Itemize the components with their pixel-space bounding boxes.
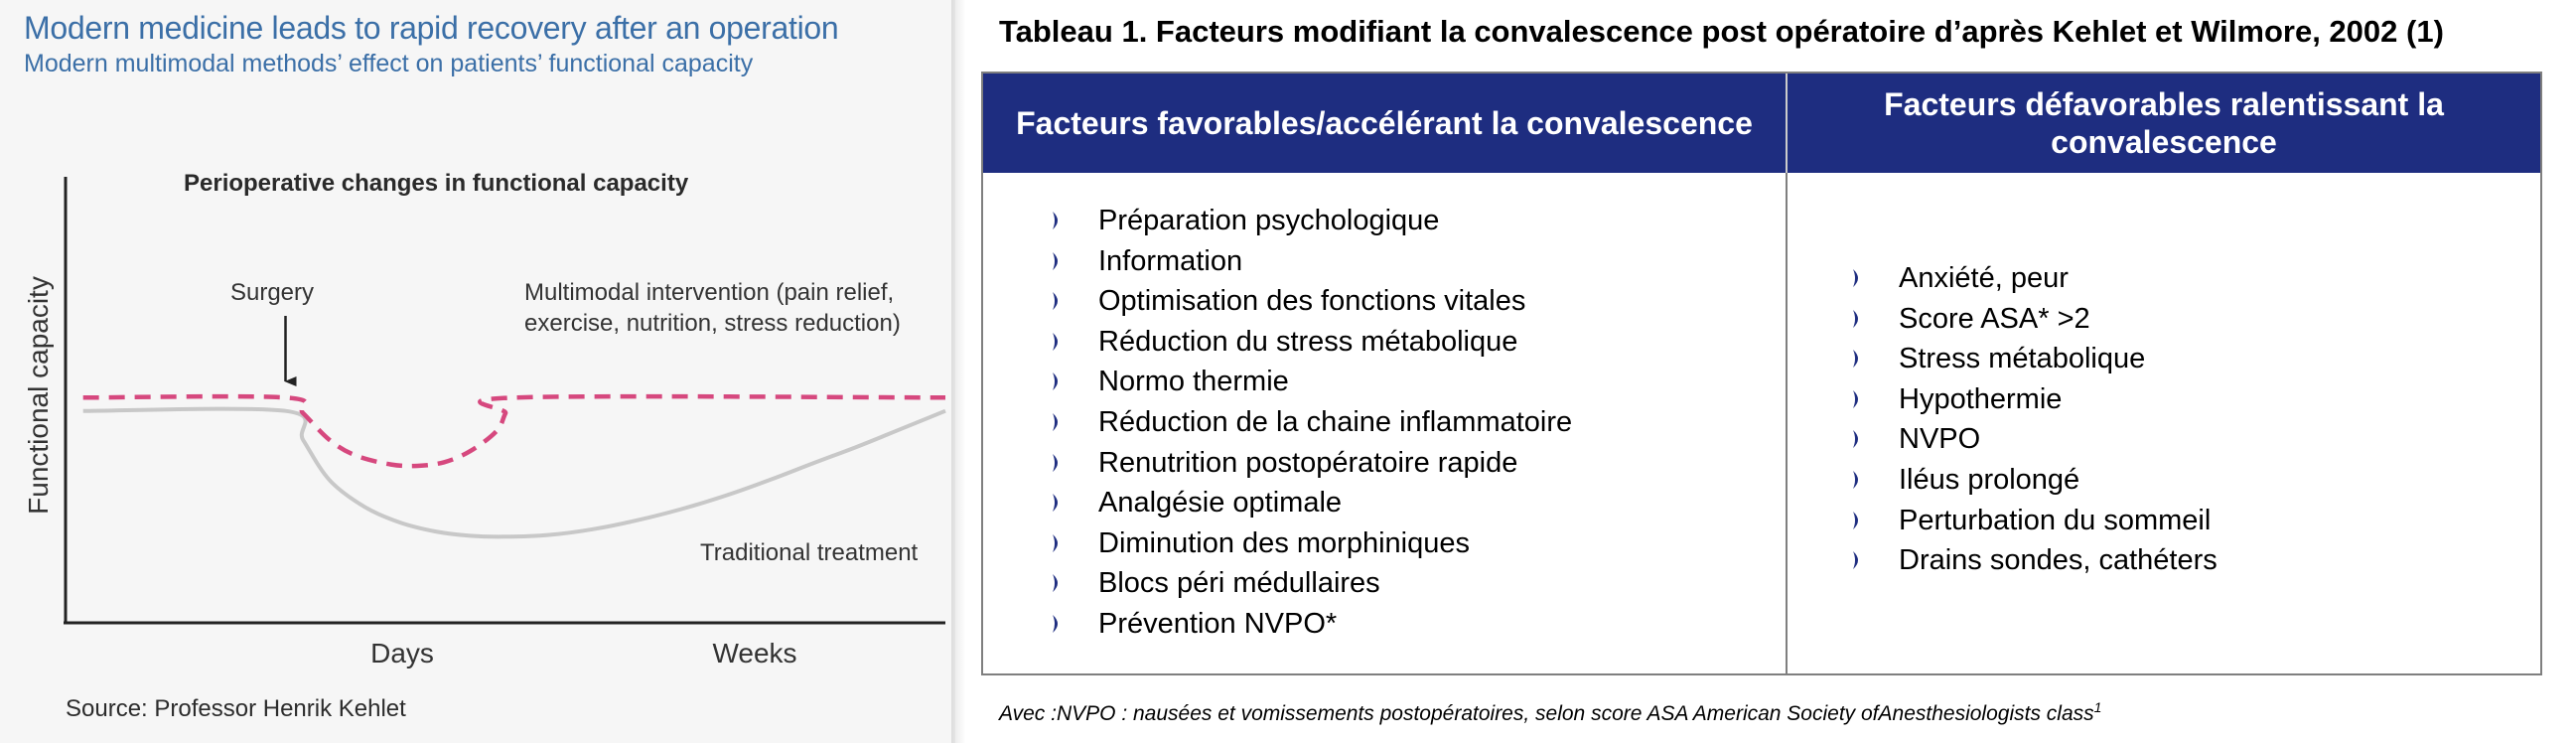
convalescence-table — [981, 72, 2542, 675]
x-tick-label-days: Days — [370, 638, 434, 669]
series-line-multimodal — [83, 396, 945, 466]
bullet-icon — [1853, 430, 1863, 448]
chart-title: Perioperative changes in functional capacity — [184, 170, 689, 197]
unfavorable-factor-item-label: Iléus prolongé — [1899, 463, 2080, 496]
column-header-favorable: Facteurs favorables/accélérant la convalescence — [983, 74, 1786, 173]
unfavorable-factor-item-label: Score ASA* >2 — [1899, 302, 2090, 335]
x-tick-label-weeks: Weeks — [712, 638, 797, 669]
unfavorable-factor-item — [1833, 258, 2218, 299]
panel-divider — [951, 0, 965, 743]
favorable-factor-item — [1033, 523, 1572, 564]
bullet-icon — [1853, 512, 1863, 529]
bullet-icon — [1053, 212, 1063, 229]
favorable-factor-item-label: Optimisation des fonctions vitales — [1098, 285, 1526, 318]
unfavorable-factor-item-label: Anxiété, peur — [1899, 262, 2069, 294]
bullet-icon — [1053, 574, 1063, 592]
favorable-factor-item — [1033, 563, 1572, 604]
bullet-icon — [1853, 390, 1863, 408]
unfavorable-factor-item — [1833, 501, 2218, 541]
bullet-icon — [1853, 551, 1863, 569]
unfavorable-factor-item — [1833, 419, 2218, 460]
favorable-factor-item — [1033, 201, 1572, 241]
favorable-factor-item-label: Réduction de la chaine inflammatoire — [1098, 405, 1573, 438]
bullet-icon — [1053, 252, 1063, 270]
favorable-factor-item — [1033, 281, 1572, 322]
unfavorable-factor-item — [1833, 460, 2218, 501]
favorable-factor-item-label: Préparation psychologique — [1098, 205, 1440, 236]
header-divider — [1786, 74, 1788, 173]
favorable-factor-item — [1033, 322, 1572, 363]
column-header-unfavorable: Facteurs défavorables ralentissant la convalescence — [1788, 74, 2540, 173]
unfavorable-factor-item — [1833, 379, 2218, 420]
unfavorable-factor-item-label: NVPO — [1899, 423, 1981, 456]
unfavorable-factor-item-label: Hypothermie — [1899, 382, 2063, 415]
bullet-icon — [1053, 333, 1063, 351]
table-footnote — [999, 699, 2101, 726]
bullet-icon — [1053, 494, 1063, 512]
favorable-factor-item-label: Information — [1098, 244, 1243, 277]
favorable-factor-item-label: Blocs péri médullaires — [1098, 567, 1380, 600]
unfavorable-factors-list — [1833, 258, 2218, 581]
bullet-icon — [1053, 454, 1063, 472]
source-note: Source: Professor Henrik Kehlet — [66, 695, 406, 722]
favorable-factor-item-label: Normo thermie — [1098, 366, 1289, 398]
favorable-factor-item-label: Renutrition postopératoire rapide — [1098, 446, 1518, 479]
favorable-factor-item-label: Prévention NVPO* — [1098, 607, 1338, 640]
unfavorable-factor-item-label: Stress métabolique — [1899, 343, 2146, 375]
favorable-factors-list — [1033, 201, 1572, 645]
unfavorable-factor-item-label: Perturbation du sommeil — [1899, 504, 2212, 536]
y-axis-label: Functional capacity — [23, 276, 54, 515]
annotation-multimodal-line-2: exercise, nutrition, stress reduction) — [524, 310, 901, 337]
bullet-icon — [1053, 292, 1063, 310]
favorable-factor-item — [1033, 362, 1572, 402]
favorable-factor-item-label: Diminution des morphiniques — [1098, 526, 1470, 559]
favorable-factor-item — [1033, 604, 1572, 645]
chart-panel-subtitle: Modern multimodal methods’ effect on patients’ functional capacity — [24, 50, 754, 77]
bullet-icon — [1053, 615, 1063, 633]
annotation-surgery: Surgery — [229, 279, 315, 306]
unfavorable-factor-item-label: Drains sondes, cathéters — [1899, 544, 2218, 577]
bullet-icon — [1853, 350, 1863, 368]
chart-panel-title: Modern medicine leads to rapid recovery after an operation — [24, 10, 839, 46]
favorable-factor-item-label: Analgésie optimale — [1098, 487, 1343, 520]
favorable-factor-item — [1033, 443, 1572, 484]
bullet-icon — [1053, 413, 1063, 431]
favorable-factor-item — [1033, 402, 1572, 443]
bullet-icon — [1853, 269, 1863, 287]
favorable-factor-item-label: Réduction du stress métabolique — [1098, 325, 1518, 358]
favorable-factor-item — [1033, 483, 1572, 523]
annotation-traditional: Traditional treatment — [700, 539, 919, 566]
functional-capacity-chart — [0, 0, 955, 743]
chart-panel — [0, 0, 955, 743]
bullet-icon — [1853, 471, 1863, 489]
footnote-text: Avec :NVPO : nausées et vomissements postopératoires, selon score ASA American Society ofAnesthesiologists class — [999, 702, 2094, 725]
unfavorable-factor-item — [1833, 299, 2218, 340]
bullet-icon — [1053, 534, 1063, 552]
bullet-icon — [1053, 372, 1063, 390]
unfavorable-factor-item — [1833, 339, 2218, 379]
table-title: Tableau 1. Facteurs modifiant la convalescence post opératoire d’après Kehlet et Wilmore, 2002 (1) — [999, 14, 2444, 49]
footnote-superscript: 1 — [2093, 699, 2102, 715]
series-line-traditional — [83, 409, 945, 537]
bullet-icon — [1853, 310, 1863, 328]
favorable-factor-item — [1033, 241, 1572, 282]
unfavorable-factor-item — [1833, 540, 2218, 581]
annotation-multimodal-line-1: Multimodal intervention (pain relief, — [524, 279, 895, 306]
